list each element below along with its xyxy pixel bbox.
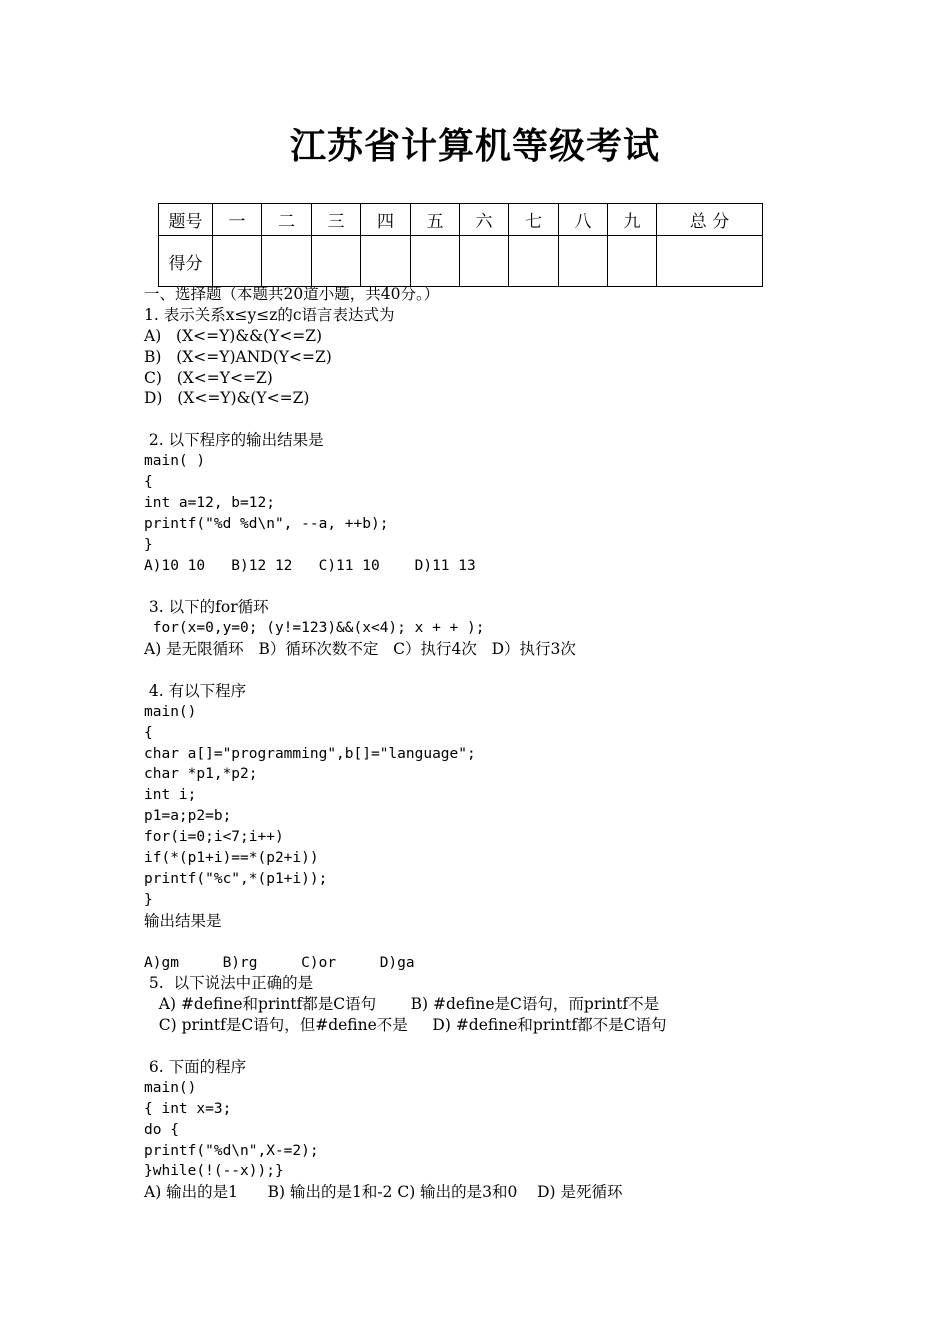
- q4-code-line: printf("%c",*(p1+i));: [144, 870, 328, 887]
- q4-code-line: char a[]="programming",b[]="language";: [144, 745, 476, 762]
- q3-stem: 3. 以下的for循环: [144, 598, 269, 617]
- q5-options-row-2: C) printf是C语句，但#define不是 D) #define和printf都不是C语句: [144, 1016, 667, 1035]
- score-cell: [608, 236, 657, 287]
- score-column-4: 四: [361, 204, 411, 236]
- score-column-8: 八: [559, 204, 608, 236]
- q4-code-line: if(*(p1+i)==*(p2+i)): [144, 850, 319, 867]
- spacer: [144, 932, 844, 953]
- score-cell: [312, 236, 361, 287]
- q2-options: A)10 10 B)12 12 C)11 10 D)11 13: [144, 557, 476, 574]
- page-title: 江苏省计算机等级考试: [289, 125, 660, 167]
- score-total-label: 总 分: [657, 204, 763, 236]
- q2-code-line: int a=12, b=12;: [144, 494, 275, 511]
- exam-content: [144, 284, 844, 1203]
- q4-code-line: main(): [144, 703, 197, 720]
- q5-options-row-1: A) #define和printf都是C语句 B) #define是C语句，而printf不是: [144, 995, 660, 1014]
- q6-options: A) 输出的是1 B) 输出的是1和-2 C) 输出的是3和0 D) 是死循环: [144, 1183, 623, 1202]
- q4-options: A)gm B)rg C)or D)ga: [144, 954, 415, 971]
- score-cell: [411, 236, 460, 287]
- q4-code-line: {: [144, 724, 153, 741]
- score-cell: [559, 236, 608, 287]
- score-table: [158, 203, 763, 287]
- q4-code-line: int i;: [144, 787, 197, 804]
- q6-code-line: { int x=3;: [144, 1100, 232, 1117]
- score-cell: [262, 236, 312, 287]
- score-column-5: 五: [411, 204, 460, 236]
- score-column-6: 六: [460, 204, 509, 236]
- score-total-cell: [657, 236, 763, 287]
- q2-code-line: {: [144, 474, 153, 491]
- score-cell: [213, 236, 262, 287]
- q2-code-line: printf("%d %d\n", --a, ++b);: [144, 515, 389, 532]
- score-cell: [361, 236, 411, 287]
- score-cell: [460, 236, 509, 287]
- q6-code-line: do {: [144, 1121, 179, 1138]
- q1-option-c: C) (X<=Y<=Z): [144, 368, 273, 387]
- q1-stem: 1. 表示关系x≤y≤z的c语言表达式为: [144, 305, 395, 324]
- q3-code: for(x=0,y=0; (y!=123)&&(x<4); x + + );: [144, 620, 485, 637]
- score-column-7: 七: [509, 204, 559, 236]
- score-header-label: 题号: [159, 204, 213, 236]
- spacer: [144, 1036, 844, 1057]
- q1-option-b: B) (X<=Y)AND(Y<=Z): [144, 347, 332, 366]
- q2-code-line: }: [144, 536, 153, 553]
- q4-stem: 4. 有以下程序: [144, 681, 247, 700]
- q4-code-line: char *p1,*p2;: [144, 766, 258, 783]
- q6-stem: 6. 下面的程序: [144, 1057, 247, 1076]
- q4-code-line: for(i=0;i<7;i++): [144, 829, 284, 846]
- spacer: [144, 660, 844, 681]
- score-column-9: 九: [608, 204, 657, 236]
- q1-option-d: D) (X<=Y)&(Y<=Z): [144, 389, 310, 408]
- score-column-3: 三: [312, 204, 361, 236]
- q6-code-line: main(): [144, 1079, 197, 1096]
- spacer: [144, 576, 844, 597]
- score-row-label: 得分: [159, 236, 213, 287]
- q6-code-line: }while(!(--x));}: [144, 1163, 284, 1180]
- q2-code-line: main( ): [144, 453, 206, 470]
- spacer: [144, 409, 844, 430]
- q3-options: A) 是无限循环 B）循环次数不定 C）执行4次 D）执行3次: [144, 640, 576, 659]
- score-cell: [509, 236, 559, 287]
- q4-code-line: p1=a;p2=b;: [144, 808, 232, 825]
- section-heading: 一、选择题（本题共20道小题，共40分。）: [144, 285, 440, 303]
- score-column-2: 二: [262, 204, 312, 236]
- q4-result-label: 输出结果是: [144, 911, 222, 930]
- q1-option-a: A) (X<=Y)&&(Y<=Z): [144, 326, 323, 345]
- q5-stem: 5. 以下说法中正确的是: [144, 974, 314, 993]
- q2-stem: 2. 以下程序的输出结果是: [144, 431, 324, 450]
- q4-code-line: }: [144, 891, 153, 908]
- score-column-1: 一: [213, 204, 262, 236]
- q6-code-line: printf("%d\n",X-=2);: [144, 1142, 319, 1159]
